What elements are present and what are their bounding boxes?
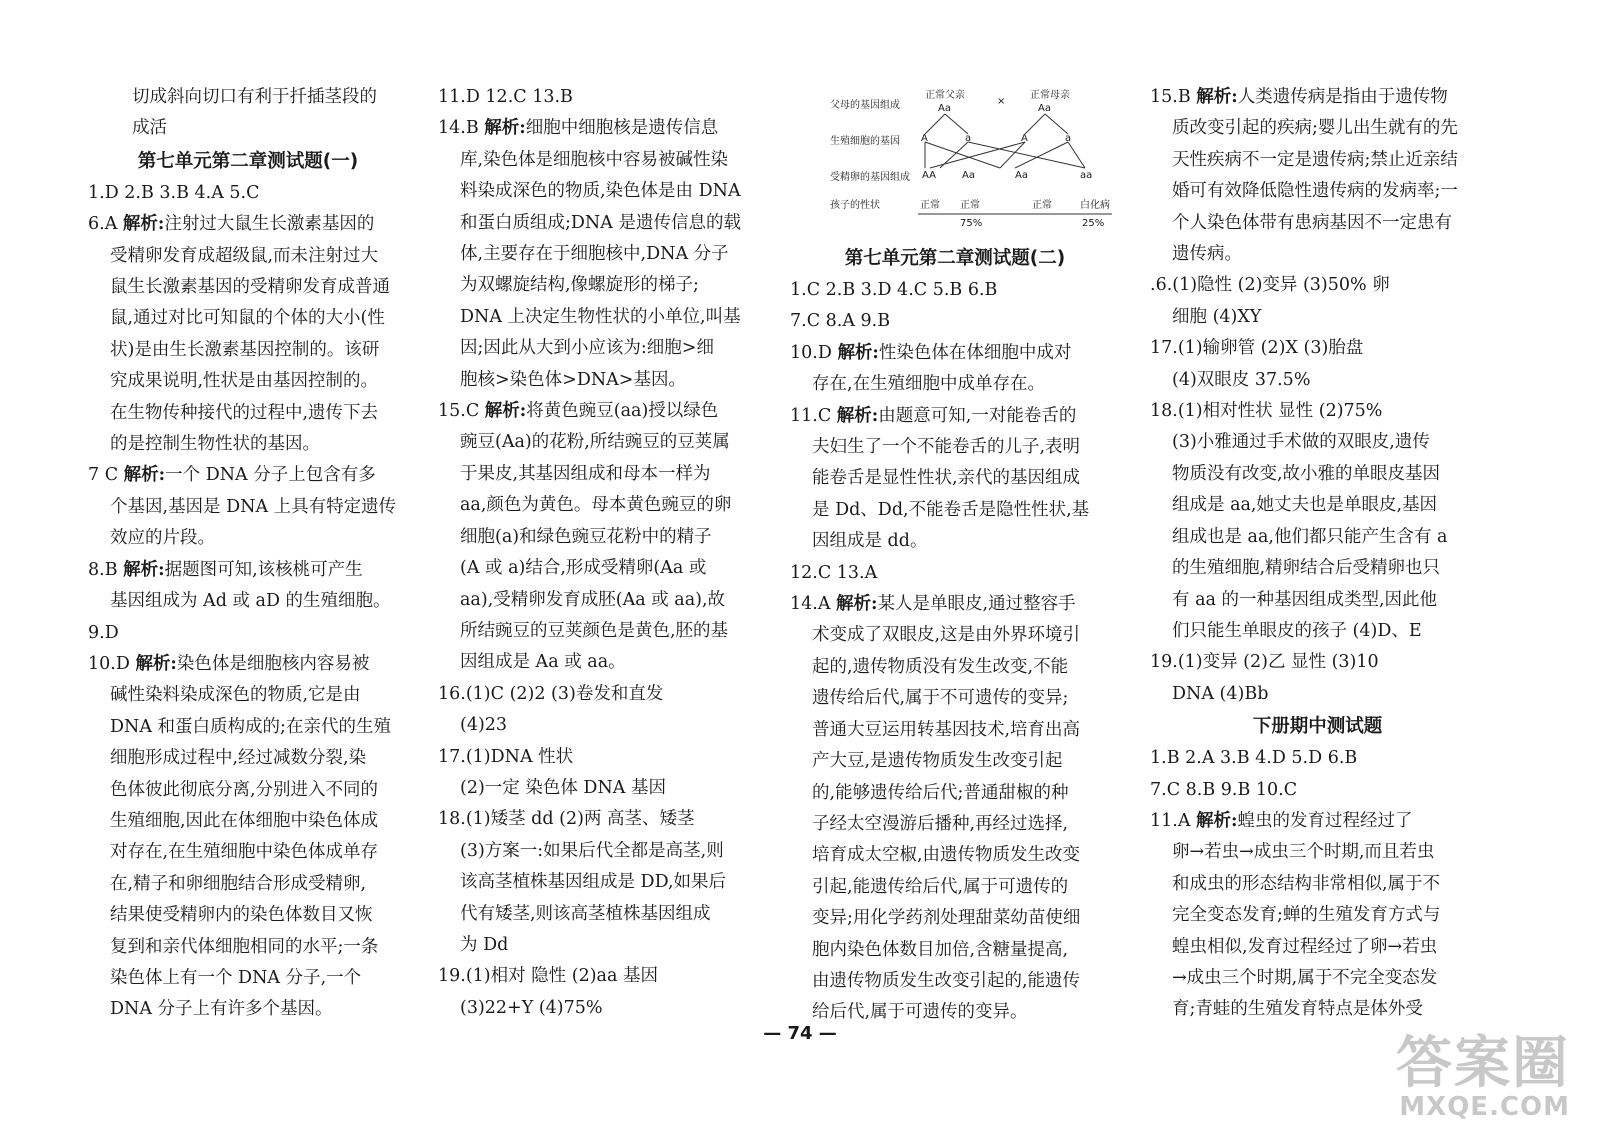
text-line: 鼠生长激素基因的受精卵发育成普通: [110, 277, 390, 298]
answer-line: 16.(1)C (2)2 (3)卷发和直发: [438, 683, 664, 704]
text-line: 个人染色体带有患病基因不一定患有: [1172, 212, 1452, 233]
answer-item: 14.A 解析:某人是单眼皮,通过整容手: [790, 594, 1076, 615]
answer-line: 7.C 8.A 9.B: [790, 311, 891, 332]
column-2: [438, 82, 768, 1024]
text-line: 因组成是 Aa 或 aa。: [460, 652, 626, 673]
text-line: (4)23: [460, 715, 508, 736]
text-line: 因组成是 dd。: [812, 531, 928, 552]
text-line: 该高茎植株基因组成是 DD,如果后: [460, 872, 727, 893]
row-label: 受精卵的基因组成: [830, 172, 910, 183]
text-line: 和成虫的形态结构非常相似,属于不: [1172, 873, 1441, 894]
text-line: 色体彼此彻底分离,分别进入不同的: [110, 779, 379, 800]
text-line: 存在,在生殖细胞中成单存在。: [812, 374, 1046, 395]
zygote: Aa: [962, 170, 975, 181]
percent-label: 25%: [1082, 218, 1105, 229]
text-line: 为 Dd: [460, 934, 509, 955]
zygote: AA: [922, 170, 936, 181]
text-line: 术变成了双眼皮,这是由外界环境引: [812, 625, 1081, 646]
column-3: [790, 86, 1120, 1029]
text-line: 细胞(a)和绿色豌豆花粉中的精子: [460, 526, 712, 547]
answer-line: 7.C 8.B 9.B 10.C: [1150, 779, 1298, 800]
answer-line: 11.D 12.C 13.B: [438, 87, 573, 107]
gamete: A: [921, 133, 928, 144]
text-line: 变异;用化学药剂处理甜菜幼苗使细: [812, 908, 1081, 929]
text-line: 的生殖细胞,精卵结合后受精卵也只: [1172, 558, 1441, 579]
gamete: A: [1021, 133, 1028, 144]
text-line: 体,主要存在于细胞核中,DNA 分子: [460, 244, 729, 265]
text-line: aa,颜色为黄色。母本黄色豌豆的卵: [460, 495, 732, 516]
zygote: Aa: [1015, 170, 1028, 181]
text-line: 的是控制生物性状的基因。: [110, 434, 320, 455]
text-line: 在,精子和卵细胞结合形成受精卵,: [110, 873, 367, 894]
answer-item: 8.B 解析:据题图可知,该核桃可产生: [88, 559, 363, 580]
column-4: [1150, 82, 1485, 1026]
answer-line: 19.(1)相对 隐性 (2)aa 基因: [438, 966, 658, 987]
row-label: 父母的基因组成: [830, 100, 900, 111]
father-label: 正常父亲: [925, 90, 965, 101]
text-line: 成活: [132, 118, 167, 139]
text-line: (A 或 a)结合,形成受精卵(Aa 或: [460, 558, 707, 579]
answer-line: 1.D 2.B 3.B 4.A 5.C: [88, 182, 260, 203]
answer-item: 10.D 解析:性染色体在体细胞中成对: [790, 342, 1072, 363]
text-line: 胞内染色体数目加倍,含糖量提高,: [812, 939, 1069, 960]
text-line: (2)一定 染色体 DNA 基因: [460, 777, 666, 798]
text-line: 碱性染料染成深色的物质,它是由: [110, 685, 361, 706]
text-line: 切成斜向切口有利于扦插茎段的: [132, 87, 377, 107]
trait: 正常: [1032, 200, 1052, 211]
text-line: DNA 和蛋白质构成的;在亲代的生殖: [110, 716, 391, 737]
text-line: 个基因,基因是 DNA 上具有特定遗传: [110, 496, 397, 517]
section-heading: 第七单元第二章测试题(二): [844, 248, 1066, 269]
zygote: aa: [1080, 170, 1093, 181]
text-line: 给后代,属于可遗传的变异。: [812, 1002, 1028, 1023]
text-line: 组成也是 aa,他们都只能产生含有 a: [1172, 526, 1448, 547]
text-line: 组成是 aa,她丈夫也是单眼皮,基因: [1172, 495, 1438, 516]
answer-line: .6.(1)隐性 (2)变异 (3)50% 卵: [1150, 275, 1390, 296]
cross-symbol: ×: [997, 96, 1006, 107]
row-label: 生殖细胞的基因: [830, 136, 900, 147]
text-line: 的,能够遗传给后代;普通甜椒的种: [812, 782, 1069, 803]
text-line: 和蛋白质组成;DNA 是遗传信息的载: [460, 212, 741, 233]
answer-line: 17.(1)DNA 性状: [438, 746, 574, 767]
text-line: 质改变引起的疾病;婴儿出生就有的先: [1172, 118, 1458, 139]
inheritance-diagram: [790, 86, 1120, 236]
text-line: 起的,遗传物质没有发生改变,不能: [812, 656, 1069, 677]
text-line: 在生物传种接代的过程中,遗传下去: [110, 402, 379, 423]
gamete: a: [1065, 133, 1072, 144]
text-line: 受精卵发育成超级鼠,而未注射过大: [110, 245, 379, 266]
text-line: 有 aa 的一种基因组成类型,因此他: [1172, 589, 1438, 610]
text-line: 培育成太空椒,由遗传物质发生改变: [812, 845, 1081, 866]
text-line: 为双螺旋结构,像螺旋形的梯子;: [460, 275, 699, 296]
text-line: 引起,能遗传给后代,属于可遗传的: [812, 876, 1069, 897]
text-line: 是 Dd、Dd,不能卷舌是隐性性状,基: [812, 499, 1090, 520]
text-line: DNA 上决定生物性状的小单位,叫基: [460, 306, 741, 327]
text-line: 于果皮,其基因组成和母本一样为: [460, 463, 711, 484]
text-line: 对存在,在生殖细胞中染色体成单存: [110, 842, 379, 863]
mother-label: 正常母亲: [1030, 90, 1070, 101]
answer-line: 18.(1)相对性状 显性 (2)75%: [1150, 401, 1383, 422]
text-line: 们只能生单眼皮的孩子 (4)D、E: [1172, 620, 1422, 641]
text-line: 婚可有效降低隐性遗传病的发病率;一: [1172, 181, 1458, 202]
answer-item: 11.A 解析:蝗虫的发育过程经过了: [1150, 810, 1413, 831]
answer-item: 7 C 解析:一个 DNA 分子上包含有多: [88, 465, 376, 486]
text-line: 细胞 (4)XY: [1172, 306, 1262, 327]
text-line: 由遗传物质发生改变引起的,能遗传: [812, 970, 1081, 991]
text-line: 蝗虫相似,发育过程经过了卵→若虫: [1172, 936, 1438, 957]
answer-item: 11.C 解析:由题意可知,一对能卷舌的: [790, 405, 1077, 426]
text-line: 夫妇生了一个不能卷舌的儿子,表明: [812, 437, 1081, 458]
text-line: 状)是由生长激素基因控制的。该研: [110, 339, 380, 360]
answer-line: 1.B 2.A 3.B 4.D 5.D 6.B: [1150, 748, 1358, 769]
genotype: Aa: [938, 103, 951, 114]
text-line: DNA (4)Bb: [1172, 683, 1269, 704]
answer-item: 6.A 解析:注射过大鼠生长激素基因的: [88, 214, 375, 235]
text-line: 因;因此从大到小应该为:细胞>细: [460, 338, 714, 359]
answer-item: 14.B 解析:细胞中细胞核是遗传信息: [438, 118, 719, 139]
text-line: 库,染色体是细胞核中容易被碱性染: [460, 149, 729, 170]
genotype: Aa: [1038, 103, 1051, 114]
text-line: 复到和亲代体细胞相同的水平;一条: [110, 936, 379, 957]
text-line: (3)小雅通过手术做的双眼皮,遗传: [1172, 432, 1430, 453]
text-line: 基因组成为 Ad 或 aD 的生殖细胞。: [110, 591, 391, 612]
answer-line: 12.C 13.A: [790, 562, 878, 583]
watermark-url: MXQE.COM: [1399, 1092, 1570, 1122]
text-line: 效应的片段。: [110, 528, 215, 549]
text-line: DNA 分子上有许多个基因。: [110, 999, 333, 1020]
text-line: 卵→若虫→成虫三个时期,而且若虫: [1172, 842, 1435, 863]
text-line: 能卷舌是显性性状,亲代的基因组成: [812, 468, 1081, 489]
text-line: (3)22+Y (4)75%: [460, 997, 603, 1018]
watermark-logo: 答案圈: [1396, 1031, 1570, 1096]
text-line: →成虫三个时期,属于不完全变态发: [1172, 967, 1438, 988]
row-label: 孩子的性状: [830, 200, 880, 211]
answer-item: 15.C 解析:将黄色豌豆(aa)授以绿色: [438, 401, 719, 422]
trait: 正常: [960, 200, 980, 211]
gamete: a: [965, 133, 972, 144]
trait: 正常: [920, 200, 940, 211]
page-number: — 74 —: [763, 1023, 837, 1044]
text-line: 子经太空漫游后播种,再经过选择,: [812, 813, 1069, 834]
answer-line: 17.(1)输卵管 (2)X (3)胎盘: [1150, 338, 1364, 359]
text-line: 天性疾病不一定是遗传病;禁止近亲结: [1172, 149, 1458, 170]
text-line: 代有矮茎,则该高茎植株基因组成: [460, 903, 711, 924]
answer-line: 9.D: [88, 622, 119, 643]
trait: 白化病: [1080, 200, 1110, 211]
text-line: 结果使受精卵内的染色体数目又恢: [110, 905, 373, 926]
text-line: 遗传病。: [1172, 244, 1242, 265]
text-line: 细胞形成过程中,经过减数分裂,染: [110, 748, 367, 769]
text-line: 料染成深色的物质,染色体是由 DNA: [460, 181, 741, 202]
text-line: aa),受精卵发育成胚(Aa 或 aa),故: [460, 589, 726, 610]
text-line: 产大豆,是遗传物质发生改变引起: [812, 751, 1063, 772]
text-line: 完全变态发育;蝉的生殖发育方式与: [1172, 905, 1441, 926]
text-line: 鼠,通过对比可知鼠的个体的大小(性: [110, 308, 385, 329]
text-line: 生殖细胞,因此在体细胞中染色体成: [110, 810, 379, 831]
text-line: (3)方案一:如果后代全都是高茎,则: [460, 840, 724, 861]
text-line: 育;青蛙的生殖发育特点是体外受: [1172, 999, 1423, 1020]
watermark: [1396, 1031, 1570, 1122]
text-line: 物质没有改变,故小雅的单眼皮基因: [1172, 463, 1441, 484]
percent-label: 75%: [960, 218, 983, 229]
answer-item: 10.D 解析:染色体是细胞核内容易被: [88, 653, 370, 674]
text-line: 胞核>染色体>DNA>基因。: [460, 369, 686, 390]
text-line: (4)双眼皮 37.5%: [1172, 369, 1311, 390]
text-line: 豌豆(Aa)的花粉,所结豌豆的豆荚属: [460, 432, 730, 453]
section-heading: 下册期中测试题: [1252, 716, 1383, 738]
text-line: 普通大豆运用转基因技术,培育出高: [812, 719, 1081, 740]
column-1: [88, 82, 408, 1026]
answer-line: 18.(1)矮茎 dd (2)两 高茎、矮茎: [438, 809, 695, 830]
answer-line: 1.C 2.B 3.D 4.C 5.B 6.B: [790, 280, 998, 300]
text-line: 遗传给后代,属于不可遗传的变异;: [812, 688, 1069, 709]
text-line: 所结豌豆的豆荚颜色是黄色,胚的基: [460, 620, 729, 641]
section-heading: 第七单元第二章测试题(一): [137, 150, 359, 172]
text-line: 染色体上有一个 DNA 分子,一个: [110, 967, 362, 988]
text-line: 究成果说明,性状是由基因控制的。: [110, 371, 379, 392]
answer-item: 15.B 解析:人类遗传病是指由于遗传物: [1150, 87, 1448, 107]
answer-line: 19.(1)变异 (2)乙 显性 (3)10: [1150, 652, 1379, 673]
